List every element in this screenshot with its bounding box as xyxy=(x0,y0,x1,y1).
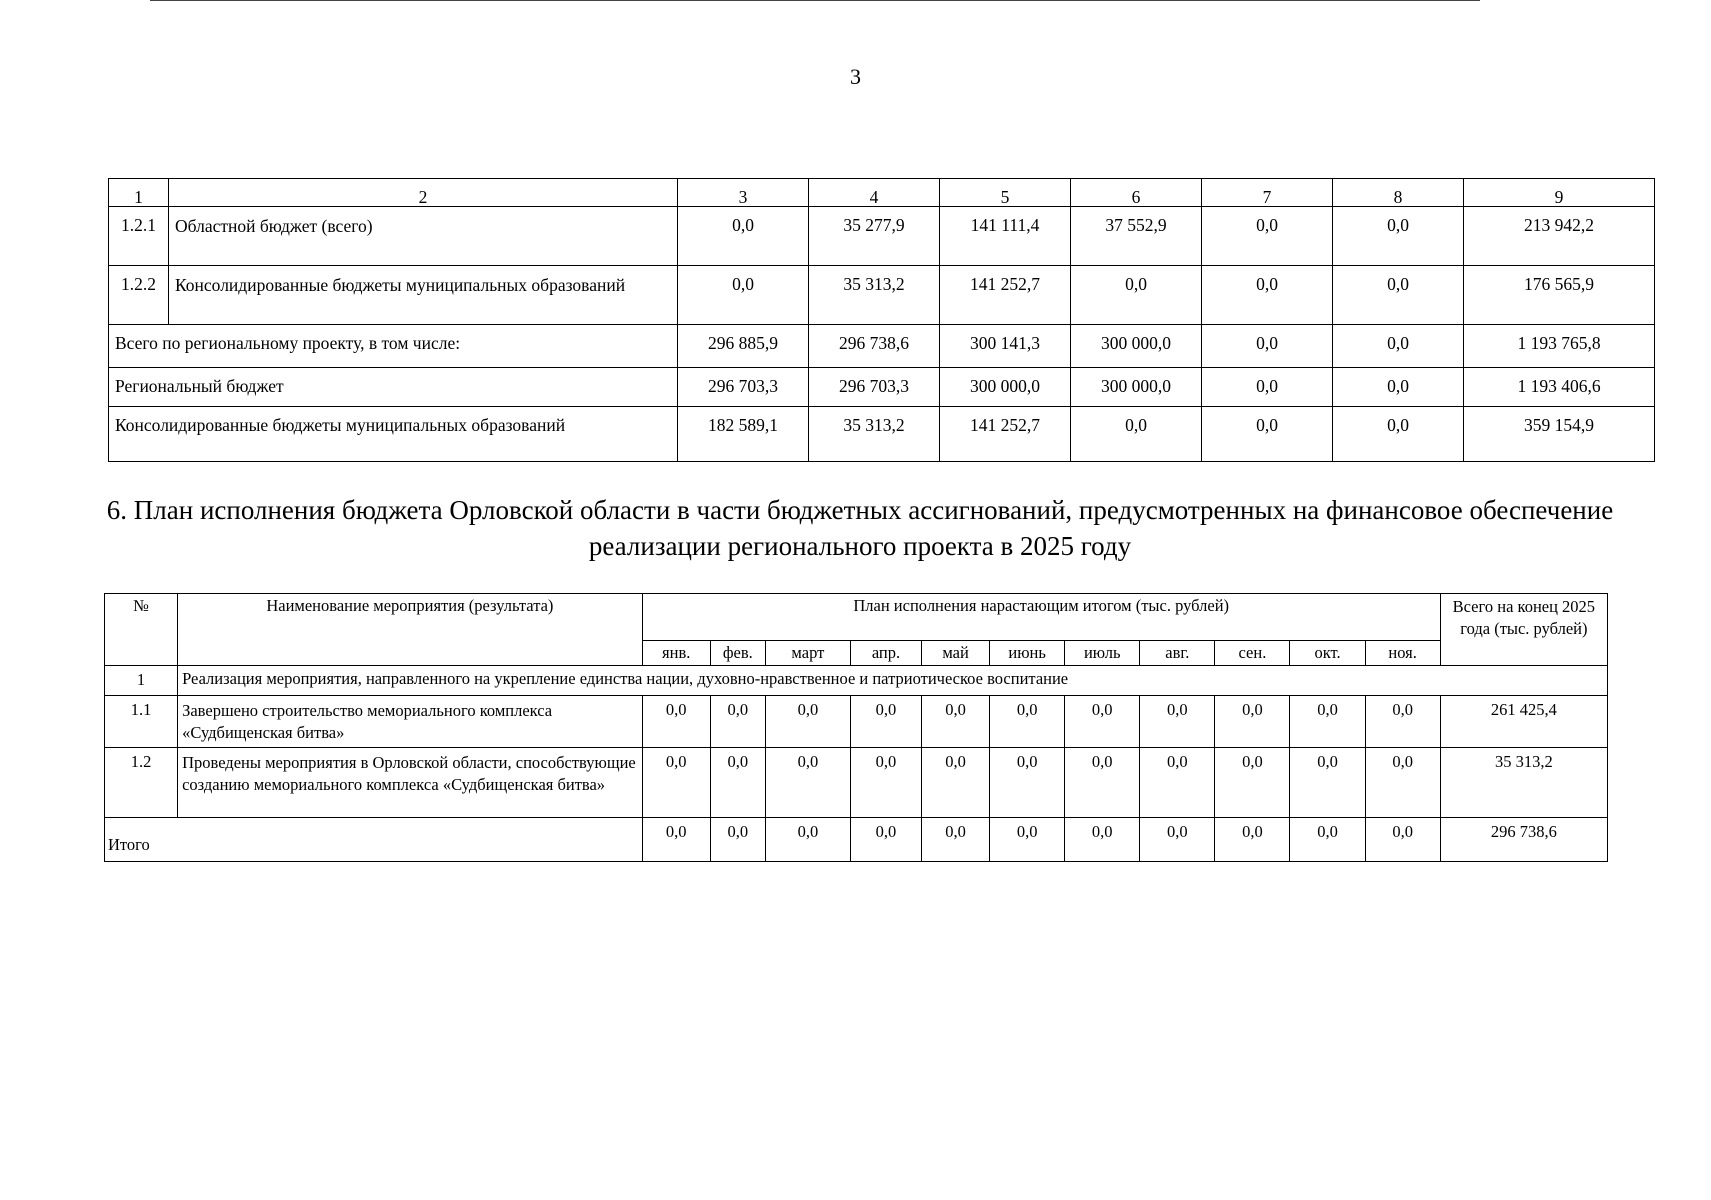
value-cell: 296 738,6 xyxy=(809,325,940,368)
value-cell: 0,0 xyxy=(765,818,850,862)
value-cell: 0,0 xyxy=(1202,207,1333,266)
table1-header-row xyxy=(109,179,1655,207)
value-cell: 0,0 xyxy=(990,696,1065,748)
value-cell: 0,0 xyxy=(1290,748,1365,818)
value-cell: 0,0 xyxy=(1215,696,1290,748)
value-cell: 0,0 xyxy=(1333,266,1464,325)
total-cell: 296 738,6 xyxy=(1440,818,1607,862)
month-header: янв. xyxy=(642,641,710,666)
group-row xyxy=(105,666,1608,696)
table-row xyxy=(109,266,1655,325)
value-cell: 0,0 xyxy=(1365,748,1440,818)
value-cell: 0,0 xyxy=(922,748,990,818)
value-cell: 0,0 xyxy=(678,207,809,266)
value-cell: 0,0 xyxy=(765,748,850,818)
total-cell: 359 154,9 xyxy=(1464,407,1655,462)
value-cell: 296 703,3 xyxy=(809,368,940,407)
execution-plan-table xyxy=(104,593,1608,862)
row-name: Завершено строительство мемориального комплекса «Судбищенская битва» xyxy=(178,696,643,748)
group-num: 1 xyxy=(105,666,178,696)
total-row xyxy=(105,818,1608,862)
value-cell: 35 277,9 xyxy=(809,207,940,266)
value-cell: 0,0 xyxy=(1065,748,1140,818)
table1-header-cell: 9 xyxy=(1464,179,1655,207)
summary-label: Региональный бюджет xyxy=(109,368,678,407)
value-cell: 0,0 xyxy=(1333,325,1464,368)
value-cell: 0,0 xyxy=(678,266,809,325)
value-cell: 141 111,4 xyxy=(940,207,1071,266)
value-cell: 0,0 xyxy=(1140,748,1215,818)
value-cell: 0,0 xyxy=(1202,325,1333,368)
month-header: апр. xyxy=(850,641,921,666)
value-cell: 0,0 xyxy=(1365,696,1440,748)
month-header: авг. xyxy=(1140,641,1215,666)
value-cell: 0,0 xyxy=(1333,407,1464,462)
value-cell: 0,0 xyxy=(1140,818,1215,862)
value-cell: 296 703,3 xyxy=(678,368,809,407)
top-border-line xyxy=(150,0,1480,1)
value-cell: 0,0 xyxy=(642,818,710,862)
table1-header-cell: 6 xyxy=(1071,179,1202,207)
value-cell: 141 252,7 xyxy=(940,407,1071,462)
value-cell: 0,0 xyxy=(1365,818,1440,862)
total-cell: 213 942,2 xyxy=(1464,207,1655,266)
value-cell: 0,0 xyxy=(1215,748,1290,818)
value-cell: 0,0 xyxy=(1071,407,1202,462)
month-header: сен. xyxy=(1215,641,1290,666)
value-cell: 0,0 xyxy=(922,696,990,748)
month-header: март xyxy=(765,641,850,666)
table1-header-cell: 5 xyxy=(940,179,1071,207)
value-cell: 0,0 xyxy=(710,818,765,862)
value-cell: 0,0 xyxy=(990,818,1065,862)
total-cell: 261 425,4 xyxy=(1440,696,1607,748)
value-cell: 0,0 xyxy=(850,748,921,818)
value-cell: 0,0 xyxy=(1333,207,1464,266)
value-cell: 0,0 xyxy=(1290,818,1365,862)
value-cell: 35 313,2 xyxy=(809,266,940,325)
value-cell: 37 552,9 xyxy=(1071,207,1202,266)
value-cell: 35 313,2 xyxy=(809,407,940,462)
value-cell: 0,0 xyxy=(1290,696,1365,748)
value-cell: 0,0 xyxy=(765,696,850,748)
value-cell: 141 252,7 xyxy=(940,266,1071,325)
table1-header-cell: 4 xyxy=(809,179,940,207)
table1-header-cell: 8 xyxy=(1333,179,1464,207)
value-cell: 0,0 xyxy=(642,748,710,818)
month-header: май xyxy=(922,641,990,666)
summary-row xyxy=(109,325,1655,368)
value-cell: 0,0 xyxy=(1215,818,1290,862)
summary-row xyxy=(109,407,1655,462)
summary-row xyxy=(109,368,1655,407)
col-num-header: № xyxy=(105,594,178,666)
summary-label: Всего по региональному проекту, в том числе: xyxy=(109,325,678,368)
table-row xyxy=(105,748,1608,818)
value-cell: 0,0 xyxy=(1333,368,1464,407)
summary-label: Консолидированные бюджеты муниципальных образований xyxy=(109,407,678,462)
value-cell: 0,0 xyxy=(710,696,765,748)
row-code: 1.2.2 xyxy=(109,266,169,325)
row-num: 1.1 xyxy=(105,696,178,748)
table-row xyxy=(109,207,1655,266)
total-cell: 35 313,2 xyxy=(1440,748,1607,818)
table1-header-cell: 1 xyxy=(109,179,169,207)
value-cell: 300 000,0 xyxy=(1071,325,1202,368)
budget-sources-table xyxy=(108,178,1655,462)
table-row xyxy=(105,696,1608,748)
col-name-header: Наименование мероприятия (результата) xyxy=(178,594,643,666)
value-cell: 0,0 xyxy=(1202,266,1333,325)
total-cell: 1 193 765,8 xyxy=(1464,325,1655,368)
month-header: ноя. xyxy=(1365,641,1440,666)
col-plan-header: План исполнения нарастающим итогом (тыс. рублей) xyxy=(642,594,1440,641)
month-header: июнь xyxy=(990,641,1065,666)
value-cell: 0,0 xyxy=(1202,407,1333,462)
value-cell: 0,0 xyxy=(1065,696,1140,748)
month-header: окт. xyxy=(1290,641,1365,666)
row-name: Областной бюджет (всего) xyxy=(169,207,678,266)
value-cell: 0,0 xyxy=(1071,266,1202,325)
row-name: Консолидированные бюджеты муниципальных образований xyxy=(169,266,678,325)
value-cell: 0,0 xyxy=(922,818,990,862)
value-cell: 0,0 xyxy=(1202,368,1333,407)
section-title: 6. План исполнения бюджета Орловской области в части бюджетных ассигнований, предусмотренных на финансовое обеспечение реализации регионального проекта в 2025 году xyxy=(106,495,1614,561)
value-cell: 0,0 xyxy=(850,818,921,862)
table2-header-row xyxy=(105,594,1608,641)
col-total-header: Всего на конец 2025 года (тыс. рублей) xyxy=(1440,594,1607,666)
value-cell: 300 141,3 xyxy=(940,325,1071,368)
total-cell: 176 565,9 xyxy=(1464,266,1655,325)
group-name: Реализация мероприятия, направленного на укрепление единства нации, духовно-нравственное и патриотическое воспитание xyxy=(178,666,1608,696)
value-cell: 0,0 xyxy=(850,696,921,748)
month-header: фев. xyxy=(710,641,765,666)
row-num: 1.2 xyxy=(105,748,178,818)
value-cell: 0,0 xyxy=(990,748,1065,818)
row-name: Проведены мероприятия в Орловской области, способствующие созданию мемориального комплекса «Судбищенская битва» xyxy=(178,748,643,818)
value-cell: 0,0 xyxy=(642,696,710,748)
value-cell: 182 589,1 xyxy=(678,407,809,462)
value-cell: 300 000,0 xyxy=(940,368,1071,407)
value-cell: 0,0 xyxy=(1140,696,1215,748)
total-cell: 1 193 406,6 xyxy=(1464,368,1655,407)
total-label: Итого xyxy=(105,818,643,862)
table1-header-cell: 3 xyxy=(678,179,809,207)
month-header: июль xyxy=(1065,641,1140,666)
value-cell: 296 885,9 xyxy=(678,325,809,368)
row-code: 1.2.1 xyxy=(109,207,169,266)
table1-header-cell: 7 xyxy=(1202,179,1333,207)
table1-header-cell: 2 xyxy=(169,179,678,207)
value-cell: 0,0 xyxy=(710,748,765,818)
value-cell: 300 000,0 xyxy=(1071,368,1202,407)
value-cell: 0,0 xyxy=(1065,818,1140,862)
page-number: 3 xyxy=(850,64,861,89)
